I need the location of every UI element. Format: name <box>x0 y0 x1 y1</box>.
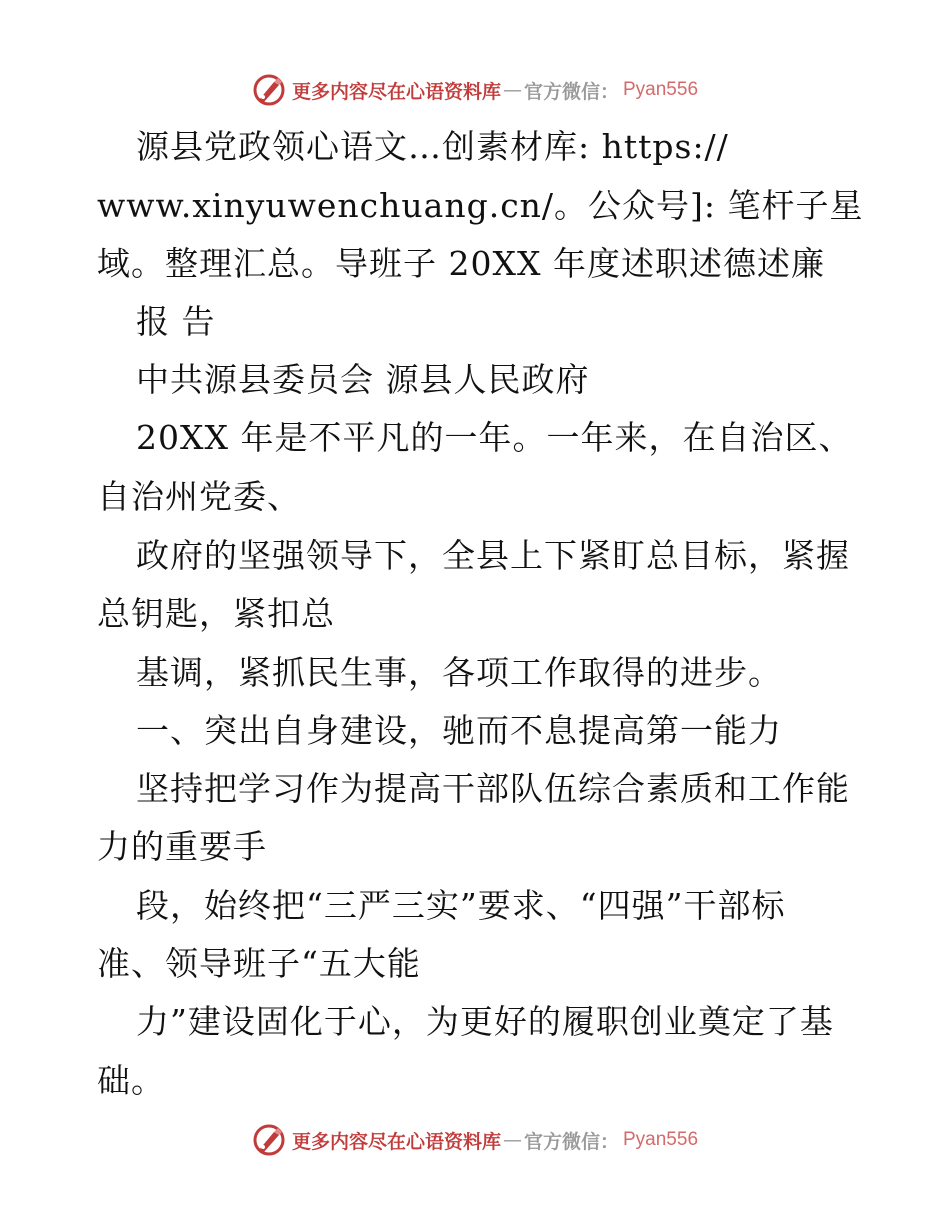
document-line: 段，始终把“三严三实”要求、“四强”干部标 <box>136 886 786 925</box>
banner-content <box>252 73 698 107</box>
document-line: 20XX 年是不平凡的一年。一年来，在自治区、 <box>136 418 853 457</box>
banner-dash: — <box>502 79 522 101</box>
document-line: www.xinyuwenchuang.cn/。公众号]: 笔杆子星 <box>97 186 864 225</box>
document-line: 准、领导班子“五大能 <box>97 944 421 983</box>
banner-wechat-id: Pyan556 <box>623 1129 699 1150</box>
banner-sub-text: 官方微信： <box>523 80 619 103</box>
document-line: 源县党政领心语文…创素材库: https:// <box>136 127 729 166</box>
document-line: 坚持把学习作为提高干部队伍综合素质和工作能 <box>136 769 850 808</box>
document-line: 中共源县委员会 源县人民政府 <box>136 360 590 399</box>
banner-wechat-id: Pyan556 <box>623 79 699 100</box>
document-line: 一、突出自身建设，驰而不息提高第一能力 <box>136 711 782 750</box>
header-watermark-banner <box>0 70 950 110</box>
document-line: 自治州党委、 <box>97 477 301 516</box>
pen-logo-icon <box>252 1123 286 1157</box>
banner-text <box>292 1127 698 1154</box>
banner-dash: — <box>502 1129 522 1151</box>
document-line: 力的重要手 <box>97 827 267 866</box>
document-line: 政府的坚强领导下，全县上下紧盯总目标，紧握 <box>136 536 850 575</box>
document-line: 础。 <box>97 1061 165 1100</box>
banner-text <box>292 77 698 104</box>
document-line: 基调，紧抓民生事，各项工作取得的进步。 <box>136 653 782 692</box>
pen-logo-icon <box>252 73 286 107</box>
document-line: 力”建设固化于心，为更好的履职创业奠定了基 <box>136 1002 834 1041</box>
banner-content <box>252 1123 698 1157</box>
document-line: 报 告 <box>136 302 216 341</box>
footer-watermark-banner <box>0 1120 950 1160</box>
document-line: 总钥匙，紧扣总 <box>97 594 335 633</box>
document-line: 域。整理汇总。导班子 20XX 年度述职述德述廉 <box>97 244 825 283</box>
banner-main-text: 更多内容尽在心语资料库 <box>291 80 501 103</box>
banner-main-text: 更多内容尽在心语资料库 <box>291 1130 501 1153</box>
banner-sub-text: 官方微信： <box>523 1130 619 1153</box>
